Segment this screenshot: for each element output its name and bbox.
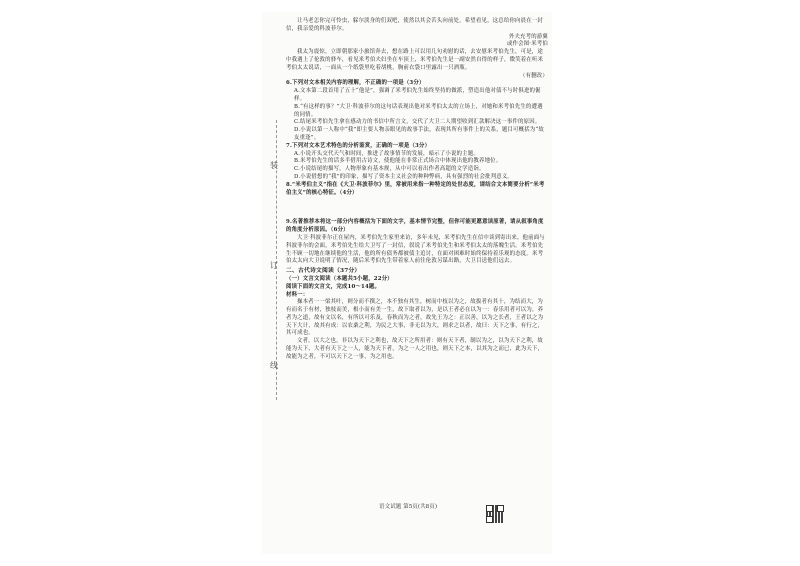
text-paragraph: 外夫充考的游翼 <box>508 33 548 40</box>
question: 8.“米考伯主义”指在《大卫·科波菲尔》里，常被用来指一种特定的处世态度，请结合文本简要分析“米考伯主义”的核心特征。（4分） <box>286 181 545 196</box>
binding-char-ding: 订 <box>270 261 278 270</box>
text-paragraph: 文者，以大之也，非以为天下之利也，故天下之所用者：则有天下者，制以为之，以为天下之利，故能为天下，大者有天下之一人，能为天下者，为之一人之用也，则天下之本，以其为之而已，此为天下，故能为之者，不可以天下之一事，为之用也。 <box>286 338 544 360</box>
question: 阅读下面的文言文，完成10～14题。 <box>286 283 381 290</box>
answer-option: A.小说开头交代天气和时间，推进了故事情节的发展，暗示了小说的主题。 <box>294 150 479 157</box>
question: 材料一： <box>286 291 309 298</box>
answer-option: D.小说以第一人称中“我”即主要人物亲眼见的故事手法，表现其所有事件上的关系，题目可概括为“故友重逢”。 <box>294 127 544 141</box>
text-paragraph: 操本者一一梁其叶，则分而不撰之，本不独有其生，树而中枝以为之，故拔者有其十，为结而大，为有而名于有材，独枝而美，根小而有美一生，故下取者以为，是以王者必在以为一：春乐用者可以为，养者为之道，故有文以名，有所以可乐及，春秋而为之者，故先王为之：正以善，以为之长者，王者以之为天下大计，故其有成：以农桑之利，为民之大事，非无以为大，则求之以者，故曰：天下之事，有行之，其可成也。 <box>286 299 544 337</box>
text-paragraph: 大卫·科波菲尔正在屋内，米考伯先生家里来访，多年未见，米考伯先生在信中谈到寄出来，他前面与科波菲尔的会面，米考伯先生给大卫写了一封信，叙说了米考伯先生和米考伯太太的落魄生活。米考伯先生不顾一切地在继续他的生活，他的所有债务都被债主追讨，在面对困难时始终保持着乐观的态度。米考伯太太向大卫说明了情况，随后米考伯先生带着家人前往伦敦另谋出路，大卫目送他们远去。 <box>286 234 545 265</box>
answer-option: C.小说结尾的描写，人物形象有基本规，从中可以看出作者高超的文学造诣。 <box>294 166 485 173</box>
text-paragraph: 或作会图·米考伯 <box>506 41 548 48</box>
question: 6.下列对文本相关内容的理解，不正确的一项是（3分） <box>286 80 425 87</box>
qr-code-icon <box>486 505 504 523</box>
answer-option: C.结尾米考伯先生拿在感动力的书信中所言文，交代了大卫二人期望收到汇款解决这一事件的原因。 <box>294 119 541 126</box>
question: 9.名著推荐本将这一部分内容概括为下面的文字，基本情节完整，但你可能更愿意读原著，请从叙事角度的角度分析原因。（6分） <box>286 219 544 234</box>
page-footer: 语文试题 第5页(共8页) <box>378 504 437 510</box>
answer-option: A.文本第二段首用了五十“他是”，强调了米考伯先生始终坚持的做派，塑造出他对债不与时俱进的倔样。 <box>294 88 541 102</box>
text-paragraph: （有删改） <box>520 72 548 79</box>
answer-option: B.米考伯先生的话多半借用古诗文，使他能在非常正式场合中体现出他的教养地位。 <box>294 158 502 165</box>
text-paragraph: 我太为震惊，立即朝那家小旅馆奔去，想在路上可以用几句劝慰的话，去安慰米考伯先生，可是，途中我遇上了伦敦的驿车，看见米考伯夫妇坐在车顶上，米考伯先生是一副安然自得的样子，微笑着在听米考伯太太说话，一面从一个纸袋里吃着胡桃，胸前衣袋口里露出一只酒瓶。 <box>286 49 544 71</box>
binding-char-xian: 线 <box>270 361 278 370</box>
text-paragraph: 二、古代诗文阅读（37分） <box>286 268 361 275</box>
answer-option: B.“有这样的事？”大卫·科波菲尔的这句话表现出他对米考伯太太的立场上，对她和米考伯先生的遭遇的同情。 <box>294 103 543 118</box>
answer-space <box>286 197 548 219</box>
binding-char-zhuang: 装 <box>270 161 278 170</box>
text-paragraph: （一）文言文阅读（本题共5小题，22分） <box>286 275 393 282</box>
answer-option: D.小说借想的“我”的印象，描写了资本主义社会的种种弊病，具有强烈的社会批判意义。 <box>294 173 514 180</box>
exam-content <box>286 18 548 362</box>
question: 7.下列对文本艺术特色的分析鉴赏，正确的一项是（3分） <box>286 142 431 149</box>
text-paragraph: 让马老怎你完可怜虫，躲尔淡身的们双吧，使然以其会苦头向前处，希望看见，这总给你向晨在一封信，我亲爱的科波菲尔。 <box>286 18 543 32</box>
